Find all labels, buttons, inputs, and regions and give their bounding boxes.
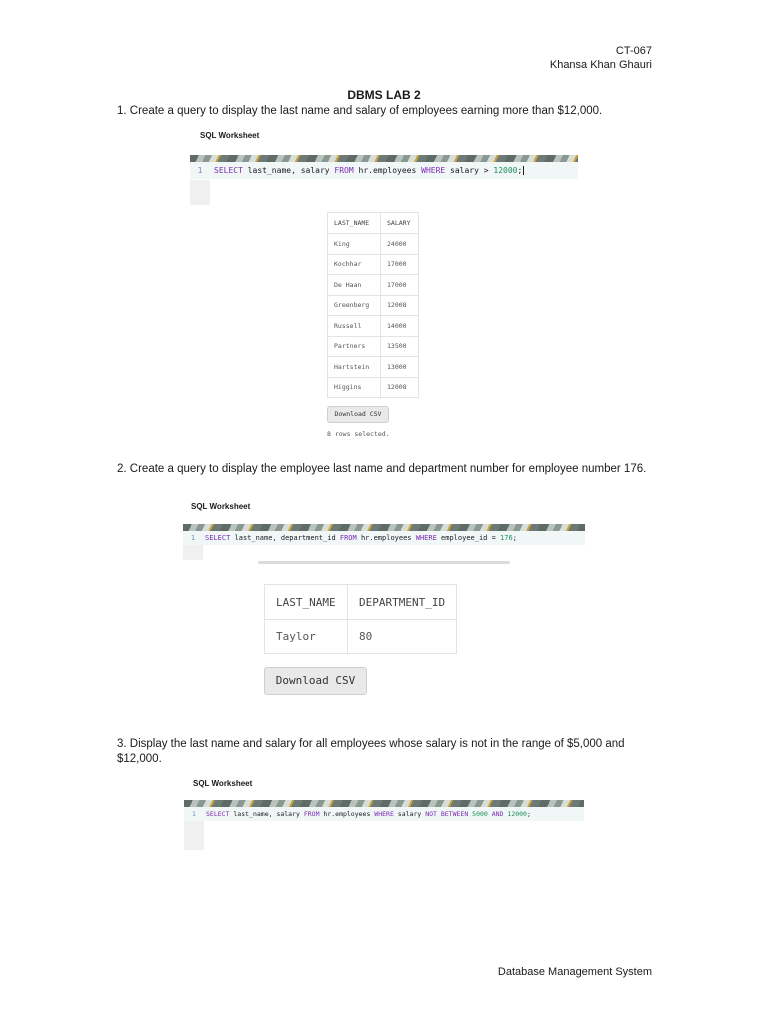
page-footer: Database Management System bbox=[497, 966, 652, 978]
editor-toolbar-strip bbox=[183, 524, 585, 531]
horizontal-scrollbar[interactable] bbox=[258, 561, 510, 564]
sql-editor-2[interactable] bbox=[183, 524, 585, 560]
line-number: 1 bbox=[197, 166, 203, 175]
student-name: Khansa Khan Ghauri bbox=[549, 59, 652, 71]
table-row: King 24000 bbox=[328, 234, 419, 255]
code-line[interactable] bbox=[183, 531, 585, 545]
results-table-1 bbox=[327, 212, 419, 398]
worksheet-label-1: SQL Worksheet bbox=[200, 131, 260, 140]
column-header: DEPARTMENT_ID bbox=[348, 585, 457, 620]
table-row: Partners 13500 bbox=[328, 336, 419, 357]
column-header: LAST_NAME bbox=[265, 585, 348, 620]
text-cursor bbox=[523, 166, 524, 175]
table-row: Taylor 80 bbox=[265, 620, 457, 654]
question-1-text: 1. Create a query to display the last name and salary of employees earning more than $12,000. bbox=[117, 105, 603, 117]
worksheet-label-3: SQL Worksheet bbox=[193, 779, 253, 788]
table-row: Russell 14000 bbox=[328, 316, 419, 337]
line-number: 1 bbox=[190, 534, 196, 542]
sql-editor-3[interactable] bbox=[184, 800, 584, 850]
question-2-text: 2. Create a query to display the employee last name and department number for employee number 176. bbox=[117, 463, 647, 475]
download-csv-button[interactable]: Download CSV bbox=[264, 667, 367, 695]
column-header: LAST_NAME bbox=[328, 213, 381, 234]
editor-toolbar-strip bbox=[190, 155, 578, 162]
rows-selected-status: 8 rows selected. bbox=[327, 430, 390, 438]
download-csv-button[interactable]: Download CSV bbox=[327, 406, 389, 423]
sql-code[interactable]: SELECT last_name, salary FROM hr.employees WHERE salary > 12000; bbox=[214, 166, 523, 175]
page-title: DBMS LAB 2 bbox=[347, 88, 421, 102]
line-number: 1 bbox=[192, 810, 196, 818]
sql-code[interactable]: SELECT last_name, salary FROM hr.employees WHERE salary NOT BETWEEN 5000 AND 12000; bbox=[206, 810, 531, 818]
code-line[interactable] bbox=[190, 162, 578, 179]
editor-toolbar-strip bbox=[184, 800, 584, 807]
question-3-text: 3. Display the last name and salary for all employees whose salary is not in the range of $5,000 and $12,000. bbox=[117, 738, 625, 765]
results-table-2 bbox=[264, 584, 457, 654]
table-header-row bbox=[265, 585, 457, 620]
table-row: Kochhar 17000 bbox=[328, 254, 419, 275]
table-row: De Haan 17000 bbox=[328, 275, 419, 296]
worksheet-label-2: SQL Worksheet bbox=[191, 502, 251, 511]
table-row: Greenberg 12008 bbox=[328, 295, 419, 316]
sql-code[interactable]: SELECT last_name, department_id FROM hr.employees WHERE employee_id = 176; bbox=[205, 534, 517, 542]
code-line[interactable] bbox=[184, 807, 584, 821]
table-row: Higgins 12008 bbox=[328, 377, 419, 398]
sql-editor-1[interactable] bbox=[190, 155, 578, 205]
roll-number: CT-067 bbox=[615, 45, 652, 57]
column-header: SALARY bbox=[381, 213, 419, 234]
table-row: Hartstein 13000 bbox=[328, 357, 419, 378]
table-header-row bbox=[328, 213, 419, 234]
